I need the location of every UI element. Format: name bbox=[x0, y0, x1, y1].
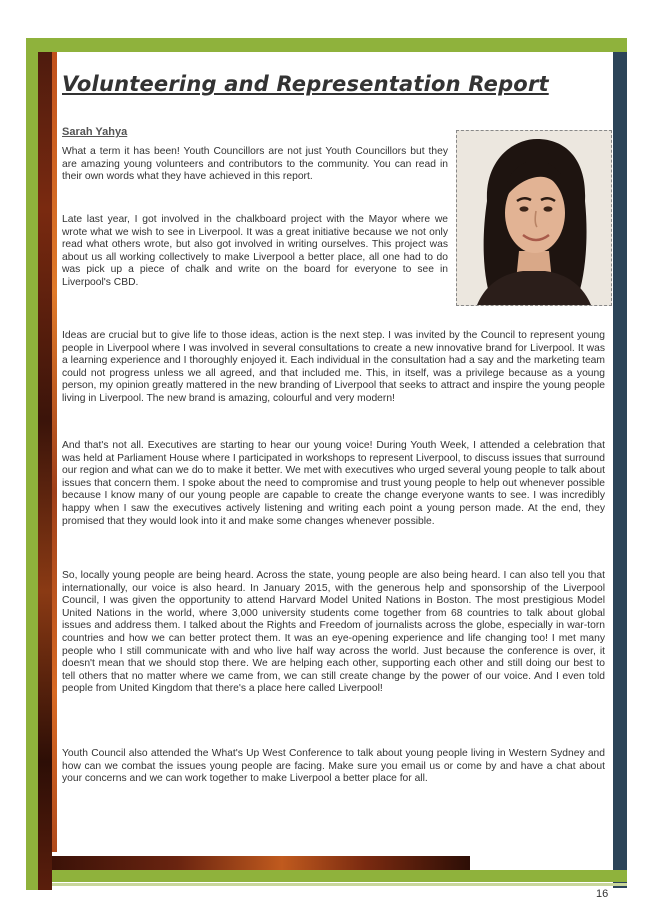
author-photo bbox=[456, 130, 612, 306]
frame-left-green-bar bbox=[26, 38, 38, 890]
author-name: Sarah Yahya bbox=[62, 126, 128, 138]
paragraph-intro: What a term it has been! Youth Councillors are not just Youth Councillors but they are amazing young volunteers and contributors to the community. You can read in their own words what they have achieved in this report. bbox=[62, 146, 448, 183]
paragraph-chalkboard: Late last year, I got involved in the chalkboard project with the Mayor where we wrote what we wish to see in Liverpool. It was a great initiative because we not only read what others wrote, but also got involved in writing ourselves. This project was about us all working collectively to make Liverpool a better place, all one had to do was pick up a piece of chalk and write on the board for everyone to see in Liverpool's CBD. bbox=[62, 214, 448, 288]
frame-top-green-bar bbox=[38, 38, 627, 52]
paragraph-harvard-mun: So, locally young people are being heard. Across the state, young people are also being heard. I can also tell you that internationally, our voice is also heard. In January 2015, with the generous help and sponsorship of the Liverpool Council, I was given the opportunity to attend Harvard Model United Nations in Boston. The most prestigious Model United Nations in the world, where 3,000 university students come together from 68 countries to talk about global issues and address them. I talked about the Rights and Freedom of journalists across the globe, especially in war-torn countries and how we can better protect them. It was an eye-opening experience and life changing too! I met many people who I still communicate with and who live half way across the world. Just because the conference is over, it doesn't mean that we should stop there. We are helping each other, supporting each other and still doing our best to tell others that no matter where we came from, we can still create change by the power of our voice. And I even told people from United Kingdom that there's a place here called Liverpool! bbox=[62, 570, 605, 695]
page-number: 16 bbox=[596, 888, 609, 900]
frame-bottom-light-line bbox=[52, 883, 627, 886]
paragraph-branding: Ideas are crucial but to give life to those ideas, action is the next step. I was invited by the Council to represent young people in Liverpool where I was involved in several consultations to create a new innovative brand for Liverpool. It was a learning experience and I thoroughly enjoyed it. Each individual in the consultation had a say and the marketing team could not progress unless we all agreed, and that included me. This, in itself, was a privilege because as a young person, my opinion greatly mattered in the new branding of Liverpool that seeks to attract and inspire the young people living in Liverpool. The new brand is amazing, colourful and very modern! bbox=[62, 330, 605, 404]
frame-bottom-dark-bar bbox=[52, 856, 470, 870]
frame-right-blue-bar bbox=[613, 52, 627, 888]
frame-left-dark-bar bbox=[38, 38, 52, 890]
paragraph-whats-up-west: Youth Council also attended the What's Up West Conference to talk about young people living in Western Sydney and how can we combat the issues young people are facing. Make sure you email us or come by and have a chat about your concerns and we can work together to make Liverpool a better place for all. bbox=[62, 748, 605, 785]
paragraph-youth-week: And that's not all. Executives are starting to hear our young voice! During Youth Week, I attended a celebration that was held at Parliament House where I participated in workshops to represent Liverpool, to discuss issues that surround our region and what can we do to make it better. We met with executives who urged several young people to talk about issues that concern them. I spoke about the need to compromise and trust young people to help out whenever possible because I know many of our young people are capable to create the change everyone wants to see. I was incredibly happy when I saw the executives actively listening and writing each point a young person made. At the end, they promised that they would look into it and make some changes whenever possible. bbox=[62, 440, 605, 527]
page-title: Volunteering and Representation Report bbox=[62, 72, 549, 96]
frame-bottom-green-bar bbox=[52, 870, 627, 882]
portrait-illustration bbox=[457, 131, 611, 305]
frame-left-orange-strip bbox=[52, 52, 57, 852]
